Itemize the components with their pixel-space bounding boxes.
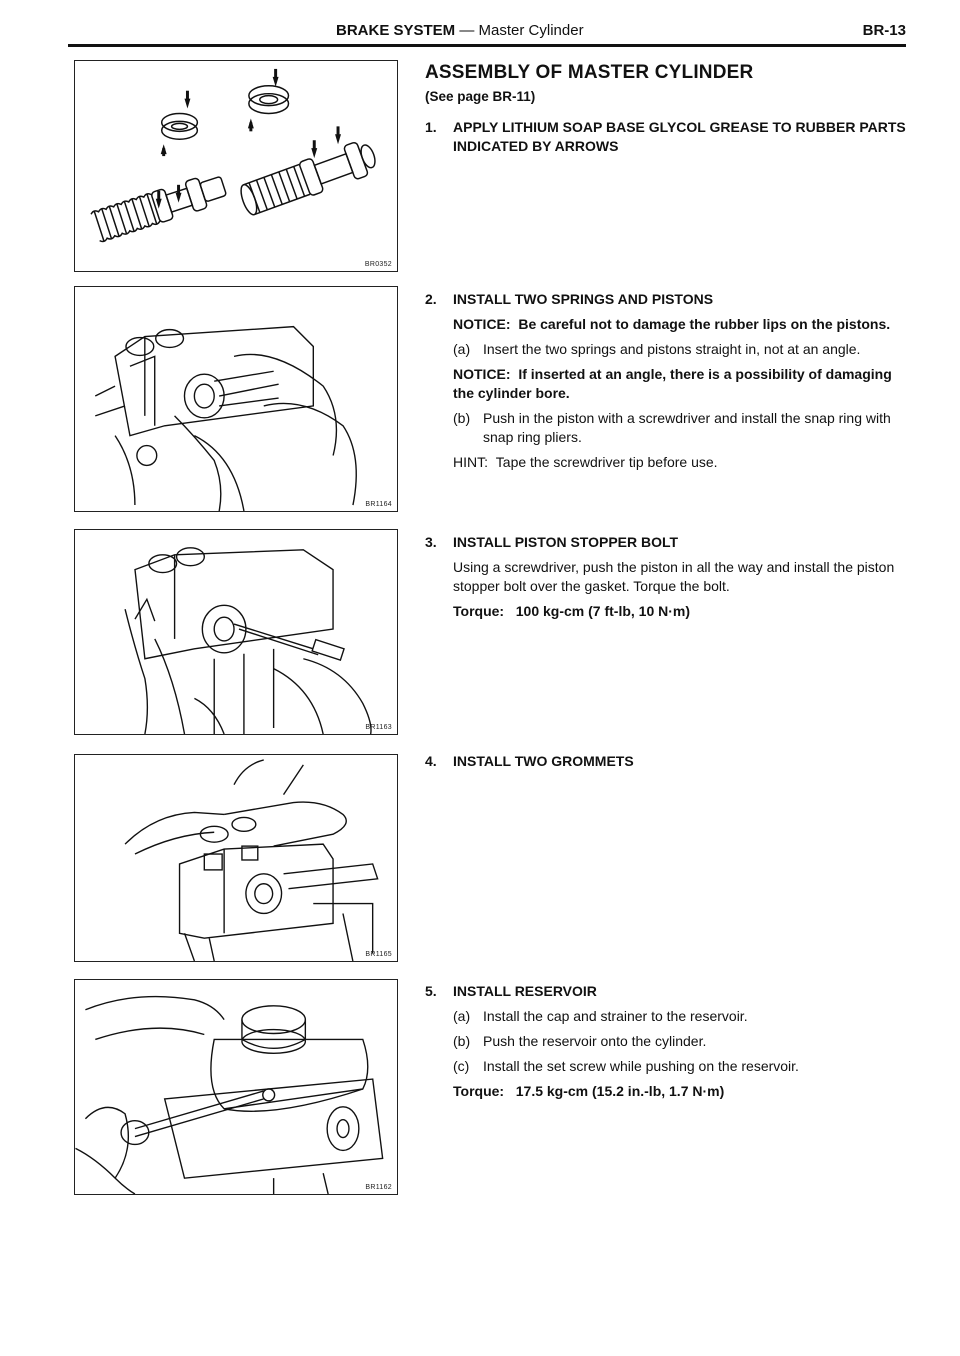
- step-2: [425, 290, 915, 472]
- page-header: [68, 20, 906, 44]
- substep-label: (c): [453, 1058, 470, 1074]
- step-1: [425, 118, 915, 156]
- pistons-illustration: [75, 61, 397, 271]
- header-dash: —: [455, 22, 479, 39]
- torque-value: 100 kg-cm (7 ft-lb, 10 N·m): [515, 603, 691, 619]
- figure-code: BR1165: [365, 951, 392, 958]
- see-page-reference: (See page BR-11): [425, 89, 536, 104]
- substep-b: [453, 409, 915, 447]
- notice-label: NOTICE:: [453, 316, 511, 332]
- step-body: Using a screwdriver, push the piston in all the way and install the piston stopper bolt over the gasket. Torque the bolt.: [453, 559, 895, 594]
- figure-stopper-bolt: [74, 529, 398, 735]
- notice-label: NOTICE:: [453, 366, 511, 382]
- substep-b: [453, 1032, 915, 1051]
- substep-text: Insert the two springs and pistons straight in, not at an angle.: [483, 341, 861, 357]
- substep-text: Install the cap and strainer to the reservoir.: [483, 1008, 748, 1024]
- grommets-illustration: [75, 755, 397, 961]
- figure-reservoir: [74, 979, 398, 1195]
- notice-1: [453, 315, 915, 334]
- substep-label: (a): [453, 1008, 471, 1024]
- substep-text: Push in the piston with a screwdriver and install the snap ring with snap ring pliers.: [483, 410, 891, 445]
- step-number: 4.: [425, 753, 437, 769]
- step-title: APPLY LITHIUM SOAP BASE GLYCOL GREASE TO RUBBER PARTS INDICATED BY ARROWS: [453, 119, 906, 154]
- notice-text: Be careful not to damage the rubber lips on the pistons.: [518, 316, 891, 332]
- notice-2: [453, 365, 915, 403]
- stopper-bolt-illustration: [75, 530, 397, 734]
- header-subsection: Master Cylinder: [478, 22, 584, 39]
- step-title: INSTALL RESERVOIR: [453, 983, 597, 999]
- step-number: 2.: [425, 291, 437, 307]
- step-number: 3.: [425, 534, 437, 550]
- figure-code: BR1163: [365, 724, 392, 731]
- figure-code: BR0352: [364, 261, 392, 268]
- figure-code: BR1164: [365, 501, 392, 508]
- substep-c: [453, 1057, 915, 1076]
- substep-label: (b): [453, 1033, 471, 1049]
- header-rule: [68, 44, 906, 47]
- torque-label: Torque:: [453, 603, 505, 619]
- reservoir-illustration: [75, 980, 397, 1194]
- torque-spec: [453, 602, 915, 621]
- header-title: [336, 22, 584, 39]
- substep-text: Install the set screw while pushing on the reservoir.: [483, 1058, 799, 1074]
- step-5: [425, 982, 915, 1101]
- hint-label: HINT:: [453, 454, 488, 470]
- step-title: INSTALL PISTON STOPPER BOLT: [453, 534, 679, 550]
- step-number: 1.: [425, 119, 437, 135]
- figure-snap-ring: [74, 286, 398, 512]
- figure-pistons-grease: [74, 60, 398, 272]
- notice-text: If inserted at an angle, there is a possibility of damaging the cylinder bore.: [453, 366, 892, 401]
- hint: [453, 453, 915, 472]
- substep-a: [453, 1007, 915, 1026]
- step-number: 5.: [425, 983, 437, 999]
- header-section: BRAKE SYSTEM: [336, 22, 456, 39]
- torque-label: Torque:: [453, 1083, 505, 1099]
- torque-spec: [453, 1082, 915, 1101]
- substep-a: [453, 340, 915, 359]
- step-title: INSTALL TWO GROMMETS: [453, 753, 634, 769]
- snap-ring-illustration: [75, 287, 397, 511]
- hint-text: Tape the screwdriver tip before use.: [495, 454, 718, 470]
- step-title: INSTALL TWO SPRINGS AND PISTONS: [453, 291, 714, 307]
- step-4: [425, 752, 915, 771]
- section-heading: ASSEMBLY OF MASTER CYLINDER: [425, 62, 754, 83]
- figure-code: BR1162: [365, 1184, 392, 1191]
- page-number: BR-13: [862, 22, 906, 39]
- substep-label: (b): [453, 410, 471, 426]
- substep-text: Push the reservoir onto the cylinder.: [483, 1033, 707, 1049]
- substep-label: (a): [453, 341, 471, 357]
- step-3: [425, 533, 915, 621]
- torque-value: 17.5 kg-cm (15.2 in.-lb, 1.7 N·m): [515, 1083, 725, 1099]
- figure-grommets: [74, 754, 398, 962]
